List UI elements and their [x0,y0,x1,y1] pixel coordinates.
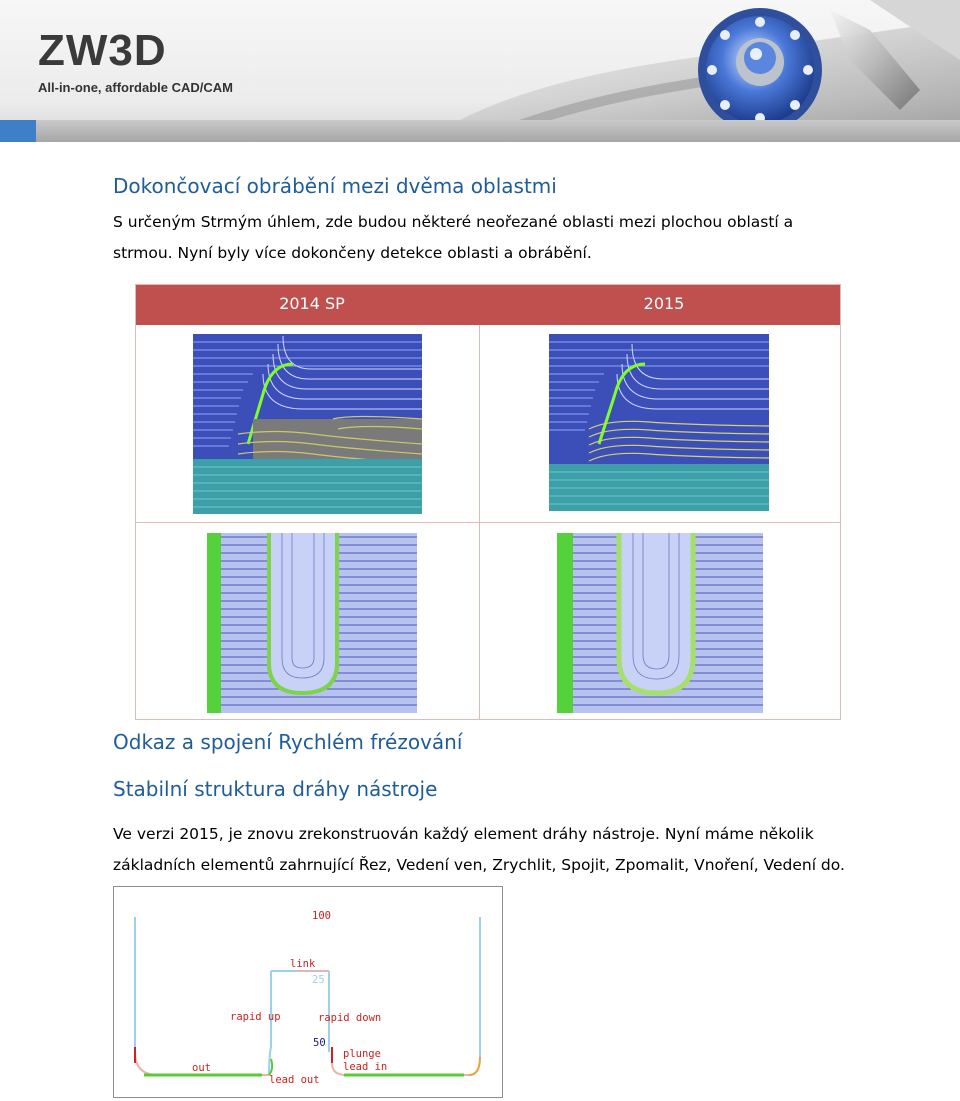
column-header-2014sp: 2014 SP [279,294,345,313]
toolpath-image-2015-corner [549,334,769,511]
label-link: link [290,958,316,970]
machine-part-graphic [400,0,960,130]
toolpath-elements-diagram [113,886,503,1098]
column-header-2015: 2015 [643,294,685,313]
section-title-finishing: Dokončovací obrábění mezi dvěma oblastmi [113,174,557,198]
label-plunge: plunge [343,1048,381,1060]
banner-accent [0,120,36,142]
toolpath-image-2014-corner [193,334,422,514]
label-rapid-down: rapid down [318,1012,382,1024]
label-top-value: 100 [312,910,331,922]
logo-tagline: All-in-one, affordable CAD/CAM [38,80,233,95]
comparison-table [135,284,841,720]
toolpath-diagram-svg [114,887,502,1097]
toolpath-image-2015-slot [557,533,763,713]
section-body-toolpath: Ve verzi 2015, je znovu zrekonstruován každý element dráhy nástroje. Nyní máme několik základních elementů zahrnující Řez, Vedení ven, Zrychlit, Spojit, Zpomalit, Vnoření, Vedení do. [113,825,845,874]
table-header-row [136,285,840,325]
label-out: out [192,1062,211,1074]
banner-strip [0,120,960,142]
zw3d-logo [38,28,233,95]
section-title-linking: Odkaz a spojení Rychlém frézování [113,730,463,754]
toolpath-image-2014-slot [207,533,417,713]
label-rapid-up: rapid up [230,1011,281,1023]
label-lead-in: lead in [343,1061,388,1073]
logo-text: ZW3D [38,26,167,75]
label-lead-out: lead out [269,1074,320,1086]
label-link-value: 25 [312,974,325,986]
label-mid-value: 50 [313,1037,326,1049]
header-banner [0,0,960,142]
section-subtitle-toolpath: Stabilní struktura dráhy nástroje [113,777,438,801]
section-body-finishing: S určeným Strmým úhlem, zde budou některé neořezané oblasti mezi plochou oblastí a strmou. Nyní byly více dokončeny detekce oblasti a obrábění. [113,213,794,262]
